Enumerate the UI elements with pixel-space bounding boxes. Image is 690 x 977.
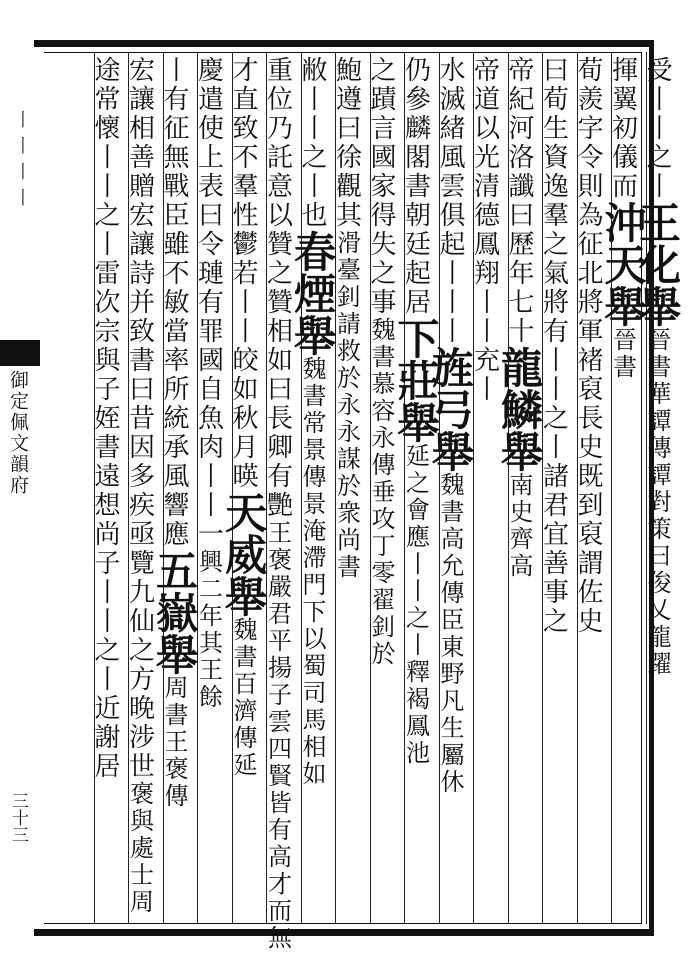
- text-column: [331, 56, 370, 918]
- column-text: 曰荀生資逸羣之氣將有丨丨之丨諸君宜善事之: [538, 56, 569, 636]
- entry-heading: 下莊舉: [391, 317, 441, 443]
- text-column: [391, 56, 441, 918]
- column-text: 周書王褒傳: [160, 675, 188, 810]
- margin-book-title: 御定佩文韻府: [7, 370, 29, 496]
- text-column: [426, 56, 475, 918]
- column-text: 途常懷丨丨之丨雷次宗與子姪書遠想尚子丨丨之丨近謝居: [90, 56, 120, 781]
- text-column: [288, 56, 337, 918]
- column-text: 才直致不羣性鬱若丨丨皎如秋月暎: [228, 56, 258, 491]
- column-text: 慶遣使上表曰令璉有罪國自魚肉丨丨一: [193, 56, 224, 549]
- column-text: 帝紀河洛讖曰歷年七十: [504, 56, 534, 346]
- column-text: 丨有征無戰臣雖不敏當率所統承風響應: [159, 56, 189, 549]
- column-text: 魏書常景傳景淹滯門下以蜀司馬相如: [298, 356, 326, 788]
- text-column: [90, 56, 129, 918]
- column-text: 南史齊高: [505, 472, 533, 580]
- column-text: 晉書華譚傳譚對策曰俊乂龍躍: [643, 327, 671, 678]
- column-text: 之蹟言國家得失之事: [366, 56, 396, 317]
- column-text: 晉書: [608, 327, 637, 381]
- column-text: 延之會應丨丨之丨釋褐鳳池: [401, 443, 430, 767]
- column-text: 魏書慕容永傳垂攻丁零翟釗於: [367, 317, 395, 668]
- column-text: 受丨丨之丨: [642, 56, 672, 201]
- column-text: 重位乃託意以贊之贊相如曰長卿有艷: [262, 56, 293, 520]
- text-column: [366, 56, 405, 918]
- margin-marks: 丨丨丨丨: [11, 110, 32, 214]
- text-column: [262, 56, 301, 952]
- margin-page-number: 三十三: [8, 792, 28, 843]
- entry-heading: 天威舉: [219, 491, 268, 617]
- page-margin: [0, 40, 40, 936]
- text-column: [124, 56, 163, 918]
- text-column: [469, 56, 508, 918]
- text-column: [573, 56, 612, 918]
- text-column: [193, 56, 232, 918]
- entry-heading: 沖天舉: [598, 201, 648, 327]
- text-column: [495, 56, 544, 918]
- column-text: 鮑遵曰徐觀其: [331, 56, 362, 230]
- entry-heading: 龍鱗舉: [495, 346, 544, 472]
- column-text: 王褒嚴君平揚子雲四賢皆有高才而無: [263, 520, 292, 952]
- fishtail-mark: [0, 340, 40, 366]
- column-text: 魏書百濟傳延: [229, 617, 257, 779]
- column-text: 荀羨字令則為征北將軍褚裒長史既到裒謂佐史: [573, 56, 603, 636]
- column-text: 興二年其王餘: [194, 549, 223, 711]
- column-text: 滑臺釗請救於永永謀於衆尚書: [332, 230, 361, 581]
- column-text: 褒與處士周: [125, 781, 154, 916]
- column-text: 敝丨丨之丨也: [297, 56, 327, 230]
- column-text: 魏書高允傳臣東野凡生屬休: [436, 472, 464, 796]
- entry-heading: 王化舉: [633, 201, 682, 327]
- column-text: 水滅緒風雲俱起丨丨丨: [435, 56, 465, 346]
- entry-heading: 旌弓舉: [426, 346, 475, 472]
- column-text: 揮翼初儀而: [607, 56, 638, 201]
- column-text: 帝道以光清德鳳翔丨丨充丨: [469, 56, 500, 404]
- entry-heading: 春煙舉: [288, 230, 337, 356]
- text-column: [538, 56, 577, 918]
- text-column: [150, 56, 199, 918]
- column-text: 仍參麟閣書朝廷起居: [400, 56, 431, 317]
- text-column: [219, 56, 268, 918]
- entry-heading: 五嶽舉: [150, 549, 199, 675]
- text-column: [598, 56, 648, 918]
- text-column: [633, 56, 682, 918]
- column-text: 宏讓相善贈宏讓詩并致書曰昔因多疾亟覽九仙之方晚涉世: [124, 56, 155, 781]
